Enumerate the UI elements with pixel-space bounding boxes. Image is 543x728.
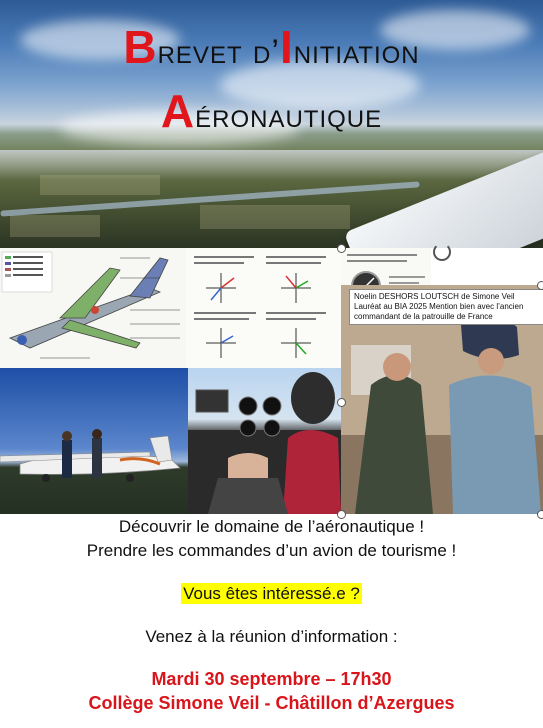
aircraft-parts-diagram [0,248,186,368]
question-line [0,583,543,605]
photo-caption: Noelin DESHORS LOUTSCH de Simone Veil Lauréat au BIA 2025 Mention bien avec l’ancien commandant de la patrouille de France [349,289,543,325]
quiz-sheet-image [186,248,341,368]
resize-handle[interactable] [337,398,346,407]
title-line-2: Aéronautique [160,85,383,137]
highlighted-question: Vous êtes intéressé.e ? [183,584,360,603]
hero-aerial-photo [0,0,543,248]
invite-line: Venez à la réunion d’information : [145,627,398,646]
event-place: Collège Simone Veil - Châtillon d’Azergues [88,693,455,713]
students-with-plane-photo [0,368,188,514]
promo-line-1: Découvrir le domaine de l’aéronautique ! [118,517,425,536]
cockpit-photo [188,368,341,514]
event-date: Mardi 30 septembre – 17h30 [151,669,392,689]
title-line-1: Brevet d’Initiation [123,21,420,73]
resize-handle[interactable] [337,244,346,253]
resize-handle[interactable] [537,281,543,290]
promo-line-2: Prendre les commandes d’un avion de tourisme ! [86,541,457,560]
rotate-handle-icon[interactable] [433,243,451,261]
